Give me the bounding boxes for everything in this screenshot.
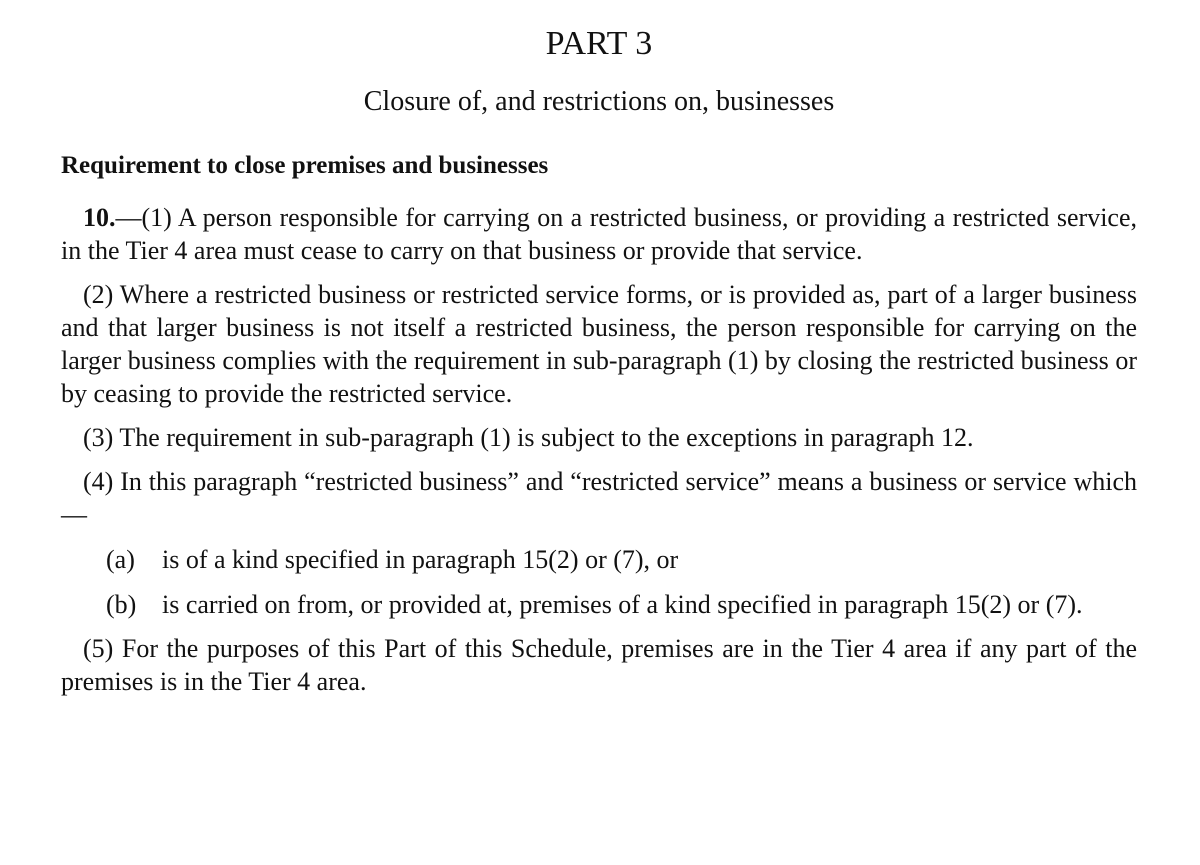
part-heading: PART 3	[545, 25, 653, 62]
paragraph-10-4: (4) In this paragraph “restricted business” and “restricted service” means a business or service which—	[61, 467, 1137, 529]
list-item-a	[61, 543, 1137, 576]
part-subheading: Closure of, and restrictions on, businesses	[363, 86, 835, 117]
paragraph-10-2: (2) Where a restricted business or restricted service forms, or is provided as, part of a larger business and that larger business is not itself a restricted business, the person responsible for carrying on the larger business complies with the requirement in sub-paragraph (1) by closing the restricted business or by ceasing to provide the restricted service.	[61, 280, 1137, 408]
list-item-label: (a)	[106, 545, 135, 574]
list-item-b	[61, 588, 1137, 621]
paragraph-text: —(1) A person responsible for carrying on a restricted business, or providing a restricted service, in the Tier 4 area must cease to carry on that business or provide that service.	[61, 203, 1137, 265]
paragraph-10-1	[61, 201, 1137, 267]
paragraph-10-5: (5) For the purposes of this Part of this Schedule, premises are in the Tier 4 area if any part of the premises is in the Tier 4 area.	[61, 634, 1137, 696]
paragraph-10-3: (3) The requirement in sub-paragraph (1) is subject to the exceptions in paragraph 12.	[83, 423, 974, 452]
paragraph-number: 10.	[83, 203, 116, 232]
list-item-label: (b)	[106, 590, 137, 619]
list-item-text: is of a kind specified in paragraph 15(2) or (7), or	[162, 545, 679, 574]
section-heading: Requirement to close premises and businesses	[61, 152, 549, 179]
document-page	[61, 22, 1137, 698]
list-item-text: is carried on from, or provided at, premises of a kind specified in paragraph 15(2) or (7).	[162, 590, 1083, 619]
